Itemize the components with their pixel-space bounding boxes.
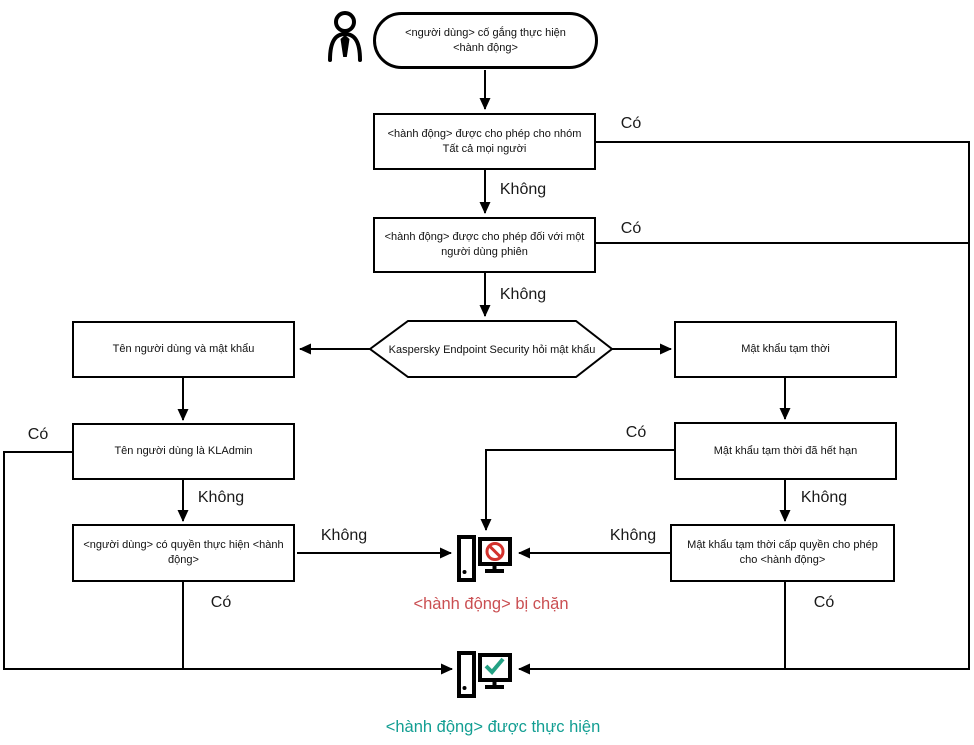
allowed-computer-icon	[459, 653, 510, 696]
edge-label-permission-yes: Có	[210, 594, 232, 611]
node-allowed-session: <hành động> được cho phép đối với một người dùng phiên	[373, 217, 596, 273]
action-performed-label: <hành động> được thực hiện	[385, 718, 601, 736]
node-temp-password-grants: Mật khẩu tạm thời cấp quyền cho phép cho <hành động>	[670, 524, 895, 582]
edge-label-everyone-no: Không	[499, 181, 547, 198]
edge-label-permission-no: Không	[320, 527, 368, 544]
edge-label-expired-no: Không	[800, 489, 848, 506]
node-temp-password: Mật khẩu tạm thời	[674, 321, 897, 378]
edge-label-kladmin-no: Không	[197, 489, 245, 506]
node-ask-password: Kaspersky Endpoint Security hỏi mật khẩu	[388, 343, 596, 356]
edge-label-expired-yes: Có	[625, 424, 647, 441]
edge-label-session-no: Không	[499, 286, 547, 303]
blocked-computer-icon	[459, 537, 510, 580]
edge-expired-yes-to-blocked	[486, 450, 674, 530]
edge-label-session-yes: Có	[620, 220, 642, 237]
edge-label-grants-yes: Có	[813, 594, 835, 611]
node-allowed-everyone: <hành động> được cho phép cho nhóm Tất cả mọi người	[373, 113, 596, 170]
node-start: <người dùng> cố gắng thực hiện <hành động>	[373, 12, 598, 69]
node-user-has-permission: <người dùng> có quyền thực hiện <hành động>	[72, 524, 295, 582]
node-username-password: Tên người dùng và mật khẩu	[72, 321, 295, 378]
action-blocked-label: <hành động> bị chặn	[413, 595, 569, 613]
person-icon	[330, 13, 360, 60]
node-temp-password-expired: Mật khẩu tạm thời đã hết hạn	[674, 422, 897, 480]
edge-label-kladmin-yes: Có	[27, 426, 49, 443]
edge-label-everyone-yes: Có	[620, 115, 642, 132]
edge-label-grants-no: Không	[609, 527, 657, 544]
node-username-kladmin: Tên người dùng là KLAdmin	[72, 423, 295, 480]
